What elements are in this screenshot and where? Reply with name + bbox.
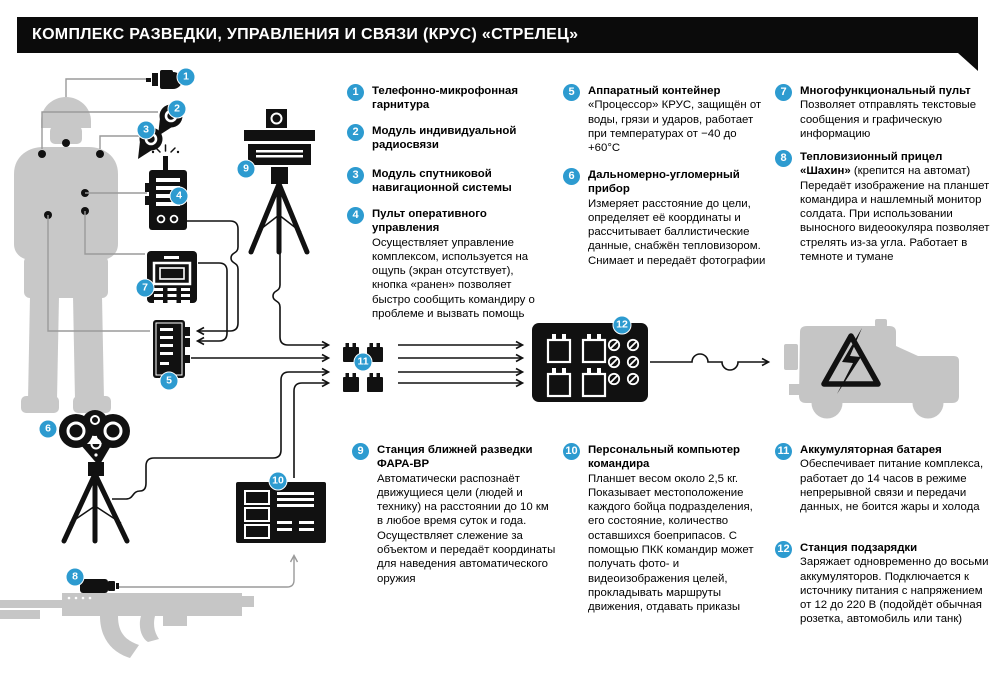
item-number-badge: 7	[775, 84, 792, 101]
item-number-badge: 12	[775, 541, 792, 558]
item-number-badge: 4	[347, 207, 364, 224]
rifle-silhouette	[0, 593, 254, 658]
diagram-badge-5: 5	[160, 372, 179, 391]
item-number-badge: 2	[347, 124, 364, 141]
legend-item-12	[775, 541, 990, 627]
diagram-badge-10: 10	[269, 472, 288, 491]
item-number-badge: 6	[563, 168, 580, 185]
diagram-badge-8: 8	[66, 568, 85, 587]
item-body: Обеспечивает питание комплекса, работает до 14 часов в режиме непрерывной связи и передачи данных, не боится жары и холода	[800, 458, 984, 514]
processor-container-icon	[153, 320, 190, 378]
item-body: «Процессор» КРУС, защищён от воды, грязи и ударов, работает при температурах от −40 до +60°С	[588, 99, 762, 155]
item-body: Автоматически распознаёт движущиеся цели (людей и технику) на расстоянии до 10 км в любое время суток и года. Осуществляет слежение за объектом и передаёт координаты для наведения автоматического оружия	[377, 472, 556, 585]
item-number-badge: 1	[347, 84, 364, 101]
diagram-badge-6: 6	[39, 420, 58, 439]
diagram-badge-7: 7	[136, 279, 155, 298]
diagram-badge-1: 1	[177, 68, 196, 87]
battery-icon	[343, 373, 359, 392]
diagram-badge-11: 11	[354, 353, 373, 372]
item-title: Аппаратный контейнер	[588, 85, 721, 97]
item-body: Заряжает одновременно до восьми аккумуляторов. Подключается к источнику питания с напряжением от 12 до 220 В (подойдёт обычная розетка, автомобиль или танк)	[800, 556, 989, 626]
page-title: КОМПЛЕКС РАЗВЕДКИ, УПРАВЛЕНИЯ И СВЯЗИ (КРУС) «СТРЕЛЕЦ»	[32, 26, 579, 43]
item-title: Модуль индивидуальной радиосвязи	[372, 125, 517, 152]
item-title: Телефонно-микрофонная гарнитура	[372, 85, 518, 112]
item-title: Дальномерно-угломерный прибор	[588, 169, 740, 196]
item-title: Многофункциональный пульт	[800, 85, 971, 97]
item-number-badge: 9	[352, 443, 369, 460]
item-title: Тепловизионный прицел «Шахин»	[800, 151, 943, 178]
item-number-badge: 10	[563, 443, 580, 460]
commander-tablet-icon	[236, 482, 326, 543]
battery-icon	[367, 373, 383, 392]
diagram-badge-2: 2	[168, 100, 187, 119]
item-title: Станция ближней разведки ФАРА-ВР	[377, 444, 533, 471]
item-body: (крепится на автомат) Передаёт изображение на планшет командира и нашлемный монитор солдата. При использовании выносного видеоокуляра позволяет стрелять из-за угла. Работает в темноте и тумане	[800, 165, 990, 264]
item-number-badge: 5	[563, 84, 580, 101]
scope-to-tablet-line	[119, 556, 294, 587]
item-body: Измеряет расстояние до цели, определяет её координаты и рассчитывает баллистические данные, снабжён тепловизором. Снимает и передаёт фотографии	[588, 197, 766, 267]
diagram-badge-3: 3	[137, 121, 156, 140]
legend-item-11	[775, 443, 990, 514]
item-number-badge: 8	[775, 150, 792, 167]
legend-item-4	[347, 207, 552, 321]
legend-item-3	[347, 167, 552, 196]
diagram-badge-4: 4	[170, 187, 189, 206]
rangefinder-binoculars-icon	[59, 410, 130, 541]
item-title: Персональный компьютер командира	[588, 444, 740, 471]
header-bar	[17, 17, 978, 53]
charging-station-icon	[532, 323, 648, 402]
legend-item-7	[775, 84, 990, 141]
legend-item-9	[352, 443, 557, 586]
item-title: Модуль спутниковой навигационной системы	[372, 168, 512, 195]
item-title: Пульт оперативного управления	[372, 208, 487, 235]
item-title: Станция подзарядки	[800, 542, 918, 554]
item-title: Аккумуляторная батарея	[800, 444, 942, 456]
legend-item-8	[775, 150, 990, 264]
legend-item-5	[563, 84, 768, 155]
item-number-badge: 3	[347, 167, 364, 184]
legend-item-10	[563, 443, 768, 615]
item-body: Позволяет отправлять текстовые сообщения и графическую информацию	[800, 99, 977, 140]
header-ribbon-fold	[958, 53, 978, 71]
diagram-badge-12: 12	[613, 316, 632, 335]
legend-item-1	[347, 84, 552, 113]
legend-item-6	[563, 168, 768, 268]
item-body: Планшет весом около 2,5 кг. Показывает местоположение каждого бойца подразделения, его состояние, количество оставшихся боеприпасов. С помощью ПКК командир может получать фото- и видеоизображения целей, прокладывать маршруты движения, отдавать приказы	[588, 472, 754, 614]
thermal-scope-icon	[80, 579, 119, 593]
legend-item-2	[347, 124, 552, 153]
multifunction-console-icon	[147, 251, 197, 303]
item-body: Осуществляет управление комплексом, используется на ощупь (экран отсутствует), кнопка «ранен» позволяет быстро сообщить командиру о проблеме и вызвать помощь	[372, 236, 535, 321]
diagram-badge-9: 9	[237, 160, 256, 179]
recon-station-icon	[244, 109, 315, 252]
item-number-badge: 11	[775, 443, 792, 460]
